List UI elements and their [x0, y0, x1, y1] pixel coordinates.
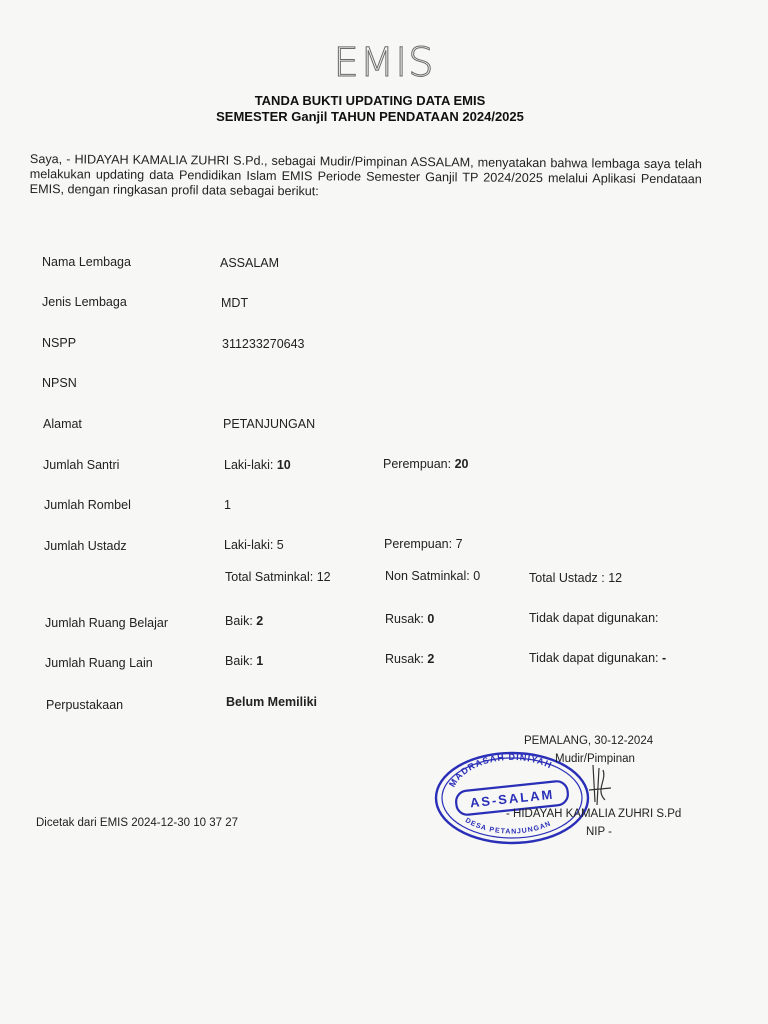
signature-role: Mudir/Pimpinan	[555, 753, 635, 765]
ruang-lain-tidak-label: Tidak dapat digunakan:	[529, 651, 659, 665]
ruang-lain-tidak-dapat	[529, 651, 666, 665]
document-subtitle: SEMESTER Ganjil TAHUN PENDATAAN 2024/2025	[216, 109, 524, 124]
ruang-lain-baik	[225, 654, 263, 668]
stamp-top-text: MADRASAH DINIYAH	[447, 751, 554, 789]
value-jumlah-rombel: 1	[224, 498, 231, 512]
santri-laki-laki	[224, 458, 291, 472]
ruang-belajar-tidak-label: Tidak dapat digunakan:	[529, 611, 659, 625]
ruang-belajar-baik-value: 2	[256, 614, 264, 628]
value-nspp: 311233270643	[222, 337, 305, 351]
ruang-lain-baik-value: 1	[256, 654, 264, 668]
santri-perempuan	[383, 457, 469, 471]
ruang-belajar-baik-label: Baik:	[225, 614, 253, 628]
intro-paragraph: Saya, - HIDAYAH KAMALIA ZUHRI S.Pd., sebagai Mudir/Pimpinan ASSALAM, menyatakan bahwa lembaga saya telah melakukan updating data Pendidikan Islam EMIS Periode Semester Ganjil TP 2024/2025 melalui Aplikasi Pendataan EMIS, dengan ringkasan profil data sebagai berikut:	[29, 152, 702, 199]
label-alamat: Alamat	[43, 417, 82, 431]
ustadz-laki-laki: Laki-laki: 5	[224, 538, 284, 552]
ruang-belajar-baik	[225, 614, 263, 628]
value-perpustakaan: Belum Memiliki	[226, 695, 317, 709]
ruang-lain-tidak-value: -	[661, 651, 667, 665]
ruang-lain-rusak	[385, 652, 434, 666]
ruang-belajar-tidak-dapat	[529, 611, 659, 625]
value-alamat: PETANJUNGAN	[223, 417, 316, 431]
santri-laki-label: Laki-laki:	[224, 458, 274, 472]
value-jenis-lembaga: MDT	[221, 296, 249, 310]
label-jumlah-santri: Jumlah Santri	[43, 458, 120, 472]
ustadz-perempuan: Perempuan: 7	[384, 537, 463, 551]
ruang-lain-baik-label: Baik:	[225, 654, 253, 668]
signature-name: - HIDAYAH KAMALIA ZUHRI S.Pd	[506, 808, 682, 820]
signature-place-date: PEMALANG, 30-12-2024	[524, 735, 654, 747]
label-perpustakaan: Perpustakaan	[46, 698, 124, 712]
handwritten-signature	[585, 760, 615, 810]
label-nama-lembaga: Nama Lembaga	[42, 255, 131, 269]
stamp-bottom-text: DESA PETANJUNGAN	[463, 817, 553, 836]
label-jumlah-ustadz: Jumlah Ustadz	[44, 539, 127, 553]
ruang-belajar-rusak-value: 0	[427, 612, 435, 626]
ruang-lain-rusak-value: 2	[427, 652, 435, 666]
document-title: TANDA BUKTI UPDATING DATA EMIS	[254, 93, 486, 108]
santri-laki-value: 10	[276, 458, 291, 472]
label-npsn: NPSN	[42, 376, 77, 390]
label-nspp: NSPP	[42, 336, 77, 350]
signature-nip: NIP -	[586, 826, 612, 838]
value-nama-lembaga: ASSALAM	[220, 256, 280, 270]
stamp-center-text: AS-SALAM	[469, 786, 555, 811]
label-jenis-lembaga: Jenis Lembaga	[42, 295, 127, 309]
label-ruang-lain: Jumlah Ruang Lain	[45, 656, 153, 670]
ruang-lain-rusak-label: Rusak:	[385, 652, 424, 666]
ruang-belajar-rusak	[385, 612, 434, 626]
santri-perempuan-label: Perempuan:	[383, 457, 452, 471]
label-jumlah-rombel: Jumlah Rombel	[44, 498, 131, 512]
ustadz-total: Total Ustadz : 12	[529, 571, 623, 585]
printed-timestamp: Dicetak dari EMIS 2024-12-30 10 37 27	[36, 817, 239, 829]
santri-perempuan-value: 20	[454, 457, 469, 471]
ustadz-total-satminkal: Total Satminkal: 12	[225, 570, 331, 584]
ruang-belajar-rusak-label: Rusak:	[385, 612, 424, 626]
ustadz-non-satminkal: Non Satminkal: 0	[385, 569, 481, 583]
emis-logo: EMIS	[333, 40, 435, 86]
label-ruang-belajar: Jumlah Ruang Belajar	[45, 616, 168, 630]
